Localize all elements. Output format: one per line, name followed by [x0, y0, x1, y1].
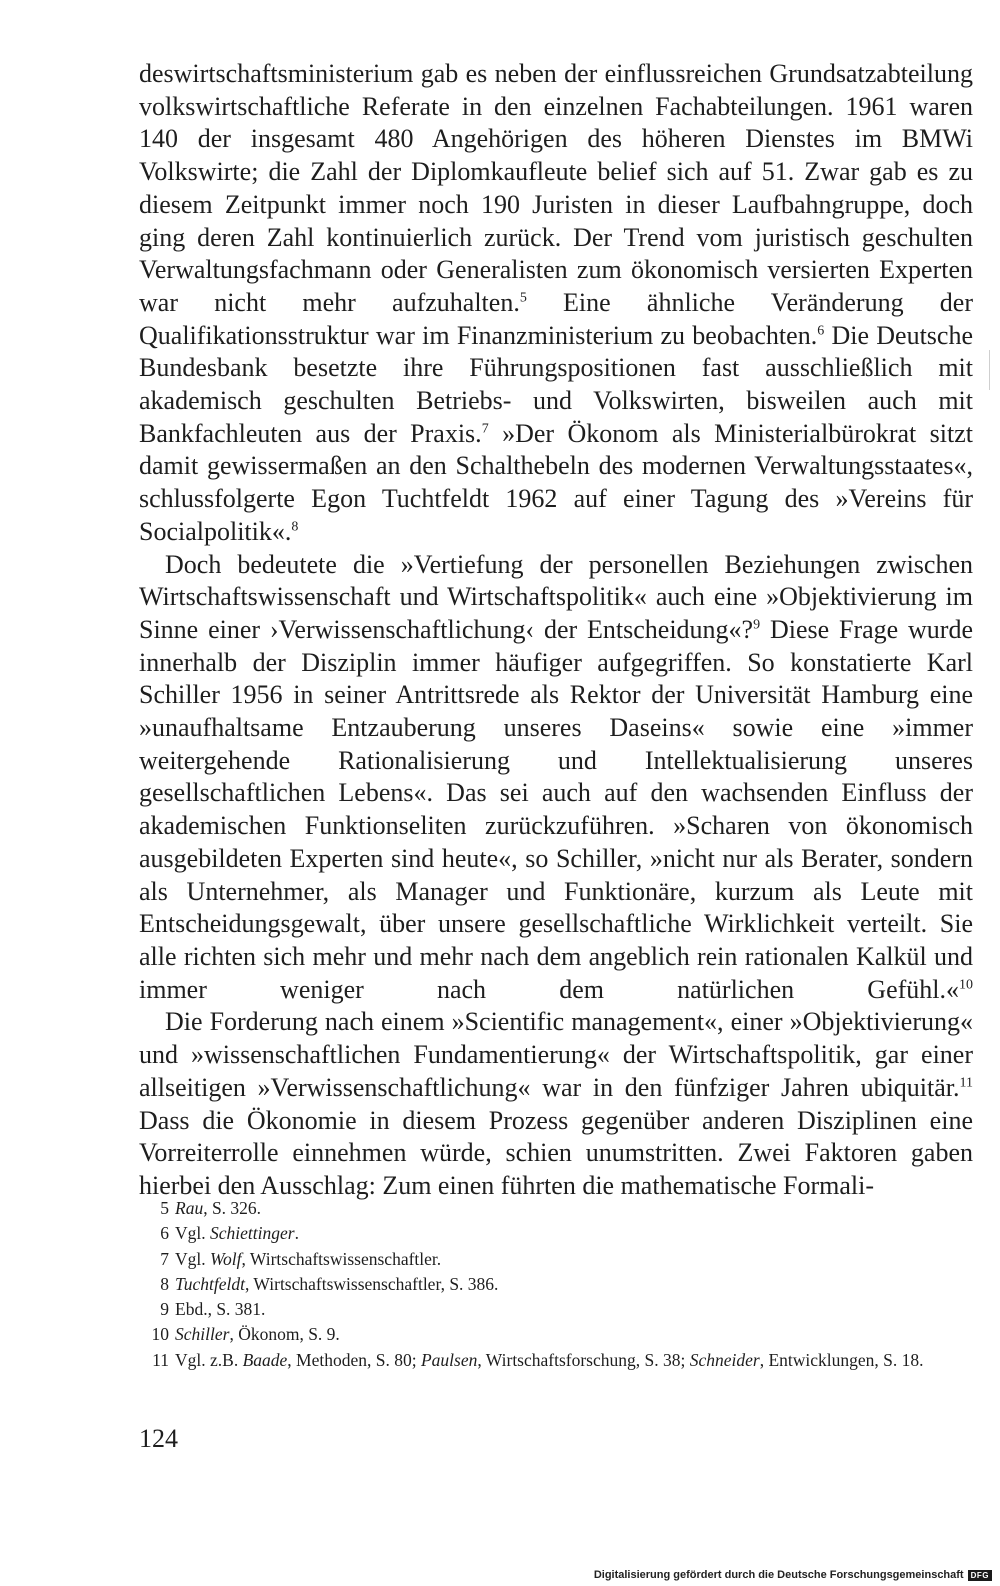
text-run: Die Deutsche Bundesbank besetzte ihre Führungspositionen fast ausschließlich mit akademisch geschulten Betriebs- und Volkswirten, bisweilen auch mit Bankfachleuten aus der Praxis. [139, 320, 973, 448]
footnote-text: Ebd., S. 381. [175, 1299, 266, 1320]
page-number: 124 [139, 1424, 178, 1453]
footnote-author: Baade [242, 1349, 288, 1370]
footnote-text: , S. 326. [203, 1198, 262, 1218]
digitization-notice-text: Digitalisierung gefördert durch die Deutsche Forschungsgemeinschaft [593, 1569, 964, 1581]
text-run: Diese Frage wurde innerhalb der Disziplin immer häufiger aufgegriffen. So konstatierte Karl Schiller 1956 in seiner Antrittsrede als Rektor der Universität Hamburg eine »unaufhaltsame Entzauberung unseres Daseins« sowie eine »immer weitergehende Rationalisierung und Intellektualisierung unseres gesellschaftlichen Lebens«. Das sei auch auf den wachsenden Einfluss der akademischen Funktionseliten zurückzuführen. »Scharen von ökonomisch ausgebildeten Experten sind heute«, so Schiller, »nicht nur als Berater, sondern als Unternehmer, als Manager und Funktionäre, kurzum als Leute mit Entscheidungsgewalt, über unsere gesellschaftliche Wirklichkeit verteilt. Sie alle richten sich mehr und mehr nach dem angeblich rein rationalen Kalkül und immer weniger nach dem natürlichen Gefühl.« [139, 614, 973, 1004]
footnote-text: , Entwicklungen, S. 18. [759, 1349, 924, 1370]
footnote-number: 5 [160, 1198, 169, 1218]
footnote-reference: 11 [959, 1075, 973, 1091]
footnote-author: Schneider [689, 1349, 760, 1370]
footnote-author: Schiettinger [210, 1223, 295, 1244]
text-run: Eine ähnliche Veränderung der Qualifikationsstruktur war im Finanzministerium zu beobachten. [139, 287, 973, 350]
footnote-11 [139, 1348, 973, 1373]
footnote-author: Schiller [175, 1324, 230, 1345]
footnote-number: 6 [160, 1223, 169, 1244]
footnote-author: Paulsen [420, 1349, 478, 1370]
footnote-text: , Wirtschaftswissenschaftler, S. 386. [245, 1273, 499, 1294]
footnote-10 [139, 1322, 973, 1347]
footnote-reference: 9 [753, 617, 761, 633]
footnote-author: Wolf [210, 1248, 242, 1269]
footnote-text: , Wirtschaftswissenschaftler. [241, 1248, 442, 1269]
paragraph-3 [139, 1006, 973, 1202]
footnote-number: 11 [152, 1349, 169, 1370]
paragraph-1 [139, 58, 973, 549]
text-run: Dass die Ökonomie in diesem Prozess gegenüber anderen Disziplinen eine Vorreiterrolle einnehmen würde, schien unumstritten. Zwei Faktoren gaben hierbei den Ausschlag: Zum einen führten die mathematische Formali- [139, 1105, 973, 1200]
footnote-text: , Ökonom, S. 9. [229, 1324, 340, 1345]
footnote-reference: 8 [291, 519, 299, 535]
text-run: Die Forderung nach einem »Scientific management«, einer »Objektivierung« und »wissenschaftlichen Fundamentierung« der Wirtschaftspolitik, gar einer allseitigen »Verwissenschaftlichung« war in den fünfziger Jahren ubiquitär. [139, 1007, 973, 1102]
footnote-text: , Wirtschaftsforschung, S. 38; [477, 1349, 690, 1370]
footnote-author: Tuchtfeldt [175, 1273, 245, 1294]
dfg-logo: DFG [968, 1570, 992, 1581]
footnote-text: Vgl. z.B. [175, 1349, 243, 1370]
footnote-text: . [294, 1223, 299, 1244]
body-text [139, 58, 973, 1203]
footnote-number: 10 [151, 1324, 169, 1345]
footnote-6 [139, 1221, 973, 1246]
footnote-5 [139, 1196, 973, 1221]
paragraph-2 [139, 549, 973, 1007]
footnote-9 [139, 1297, 973, 1322]
footnote-number: 7 [160, 1248, 169, 1269]
footnotes [139, 1196, 973, 1373]
footnote-text: Vgl. [175, 1248, 210, 1269]
footnote-reference: 6 [817, 322, 825, 338]
footnote-number: 9 [160, 1299, 169, 1320]
footnote-reference: 7 [481, 421, 489, 437]
footnote-number: 8 [160, 1273, 169, 1294]
text-run: Doch bedeutete die »Vertiefung der personellen Beziehungen zwischen Wirtschaftswissenschaft und Wirtschaftspolitik« auch eine »Objektivierung im Sinne einer ›Verwissenschaftlichung‹ der Entscheidung«? [139, 549, 973, 644]
footnote-author: Rau [175, 1198, 204, 1218]
footnote-8 [139, 1272, 973, 1297]
footnote-reference: 5 [519, 290, 527, 306]
digitization-notice [594, 1568, 992, 1582]
footnote-text: , Methoden, S. 80; [287, 1349, 421, 1370]
footnote-7 [139, 1247, 973, 1272]
margin-mark [989, 350, 990, 390]
footnote-text: Vgl. [175, 1223, 210, 1244]
text-run: »Der Ökonom als Ministerialbürokrat sitzt damit gewissermaßen an den Schalthebeln des modernen Verwaltungsstaates«, schlussfolgerte Egon Tuchtfeldt 1962 auf einer Tagung des »Vereins für Socialpolitik«. [139, 418, 973, 546]
text-run: deswirtschaftsministerium gab es neben der einflussreichen Grundsatzabteilung volkswirtschaftliche Referate in den einzelnen Fachabteilungen. 1961 waren 140 der insgesamt 480 Angehörigen des höheren Dienstes im BMWi Volkswirte; die Zahl der Diplomkaufleute belief sich auf 51. Zwar gab es zu diesem Zeitpunkt immer noch 190 Juristen in dieser Laufbahngruppe, doch ging deren Zahl kontinuierlich zurück. Der Trend vom juristisch geschulten Verwaltungsfachmann oder Generalisten zum ökonomisch versierten Experten war nicht mehr aufzuhalten. [139, 59, 973, 317]
footnote-reference: 10 [959, 977, 973, 993]
